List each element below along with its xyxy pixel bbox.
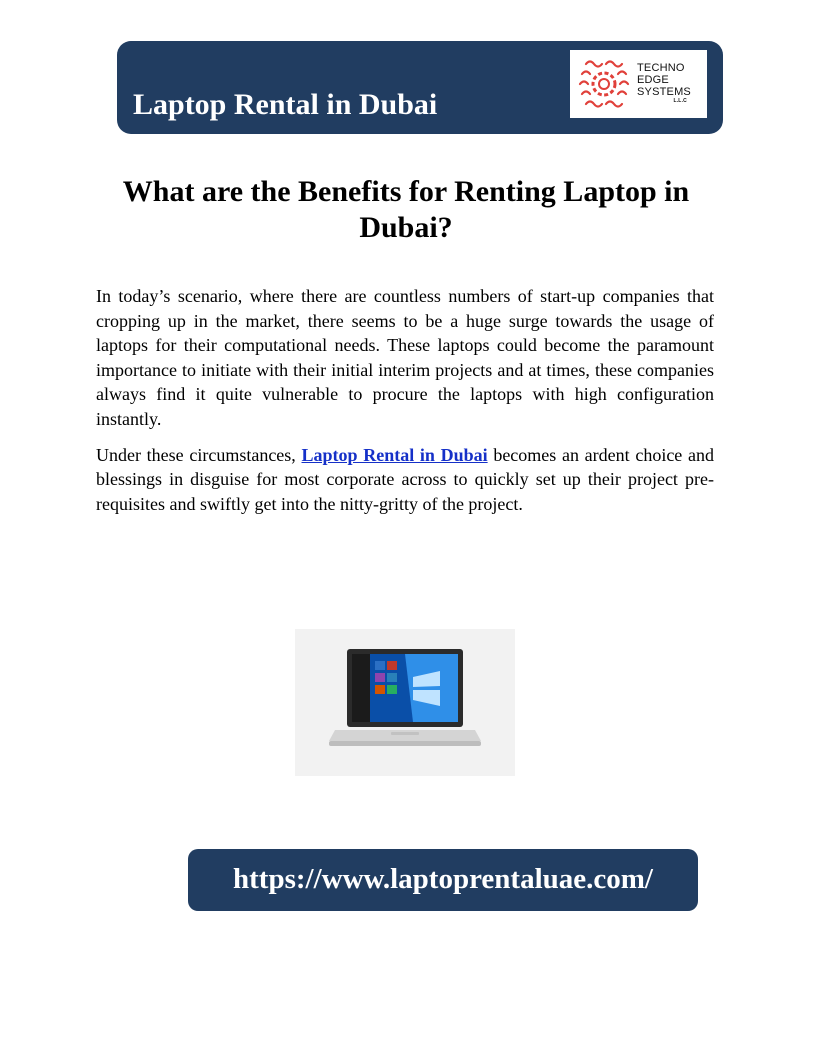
header-banner <box>117 41 723 134</box>
logo-text <box>637 62 691 105</box>
paragraph2-start: Under these circumstances, <box>96 444 302 465</box>
laptop-icon <box>295 629 515 776</box>
logo-llc: L.L.C <box>673 98 687 104</box>
company-logo <box>570 50 707 118</box>
paragraph-circumstances <box>96 443 714 517</box>
logo-line-techno: TECHNO <box>637 62 685 74</box>
header-title: Laptop Rental in Dubai <box>133 88 438 121</box>
article-heading: What are the Benefits for Renting Laptop in Dubai? <box>122 175 690 244</box>
paragraph2-end: becomes an ardent choice and blessings in disguise for most corporate across to quickly set up their project pre-requisites and swiftly get into the nitty-gritty of the project. <box>96 444 714 514</box>
article-body <box>96 284 714 527</box>
laptop-rental-link[interactable]: Laptop Rental in Dubai <box>301 444 488 465</box>
footer-banner[interactable] <box>188 849 698 911</box>
paragraph-intro: In today’s scenario, where there are countless numbers of start-up companies that cropping up in the market, there seems to be a huge surge towards the usage of laptops for their computational needs. These laptops could become the paramount importance to initiate with their initial interim projects and at times, these companies always find it quite vulnerable to procure the laptops with high configuration instantly. <box>96 286 714 429</box>
logo-line-edge: EDGE <box>637 74 669 86</box>
logo-line-systems: SYSTEMS <box>637 86 691 98</box>
website-url-link[interactable]: https://www.laptoprentaluae.com/ <box>233 863 653 895</box>
logo-mark-icon <box>576 56 632 112</box>
laptop-image <box>295 629 515 776</box>
